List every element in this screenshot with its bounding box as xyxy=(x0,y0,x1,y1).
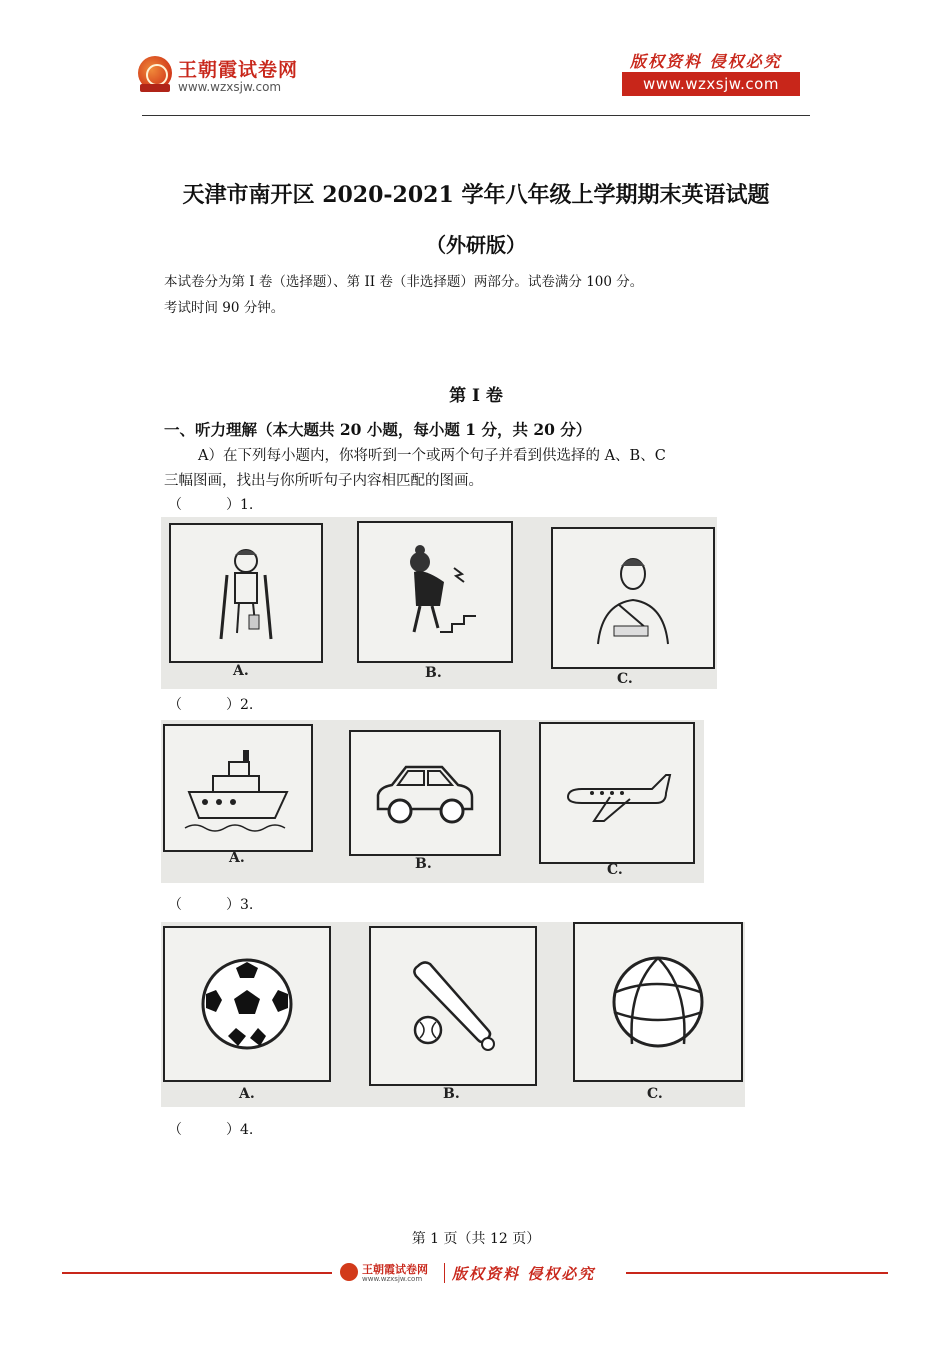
question-1-image xyxy=(161,517,717,689)
volleyball-icon xyxy=(603,952,713,1052)
q2-label-a: A. xyxy=(229,850,245,866)
q3-option-a-panel xyxy=(163,926,331,1082)
footer-brand-url: www.wzxsjw.com xyxy=(362,1275,423,1283)
header-divider xyxy=(142,115,810,116)
logo-ribbon xyxy=(140,84,170,92)
question-2: （ ）2. xyxy=(168,697,254,713)
q2-option-a-panel xyxy=(163,724,313,852)
q3-option-c-panel xyxy=(573,922,743,1082)
man-arm-sling-icon xyxy=(578,548,688,648)
footer-brand-name: 王朝霞试卷网 xyxy=(362,1263,428,1276)
footer-separator xyxy=(444,1263,445,1283)
footer-rights-notice: 版权资料 侵权必究 xyxy=(452,1265,596,1283)
baseball-bat-icon xyxy=(398,956,508,1056)
q3-option-b-panel xyxy=(369,926,537,1086)
question-4: （ ）4. xyxy=(168,1122,254,1138)
exam-subtitle: （外研版） xyxy=(426,233,526,257)
footer-rule-right xyxy=(626,1272,888,1274)
ship-icon xyxy=(183,738,293,838)
q3-label-c: C. xyxy=(647,1086,663,1102)
q2-option-b-panel xyxy=(349,730,501,856)
url-banner: www.wzxsjw.com xyxy=(622,72,800,96)
airplane-icon xyxy=(562,743,672,843)
question-1: （ ）1. xyxy=(168,497,254,513)
instruction-line-2: 三幅图画，找出与你所听句子内容相匹配的图画。 xyxy=(164,473,483,489)
boy-crutches-icon xyxy=(191,543,301,643)
intro-line-1: 本试卷分为第 I 卷（选择题）、第 II 卷（非选择题）两部分。试卷满分 100 分。 xyxy=(164,274,644,290)
footer-rule-left xyxy=(62,1272,332,1274)
q2-label-b: B. xyxy=(415,856,432,872)
instruction-line-1: A）在下列每小题内，你将听到一个或两个句子并看到供选择的 A、B、C xyxy=(198,448,666,464)
q2-option-c-panel xyxy=(539,722,695,864)
q1-option-a-panel xyxy=(169,523,323,663)
q1-label-c: C. xyxy=(617,671,633,687)
q1-label-a: A. xyxy=(233,663,249,679)
brand-url: www.wzxsjw.com xyxy=(178,80,282,94)
q3-label-a: A. xyxy=(239,1086,255,1102)
intro-line-2: 考试时间 90 分钟。 xyxy=(164,300,285,316)
section-heading: 一、听力理解（本大题共 20 小题，每小题 1 分，共 20 分） xyxy=(164,420,592,439)
exam-title: 天津市南开区 2020-2021 学年八年级上学期期末英语试题 xyxy=(182,182,770,208)
page-number: 第 1 页（共 12 页） xyxy=(411,1231,541,1247)
question-3: （ ）3. xyxy=(168,897,254,913)
car-icon xyxy=(370,743,480,843)
q3-label-b: B. xyxy=(443,1086,460,1102)
rights-notice: 版权资料 侵权必究 xyxy=(630,52,782,71)
footer-logo-icon xyxy=(340,1263,358,1281)
q1-option-b-panel xyxy=(357,521,513,663)
brand-name: 王朝霞试卷网 xyxy=(178,59,299,81)
woman-back-pain-icon xyxy=(380,542,490,642)
q2-label-c: C. xyxy=(607,862,623,878)
q1-option-c-panel xyxy=(551,527,715,669)
part-heading: 第 I 卷 xyxy=(449,386,503,406)
soccer-ball-icon xyxy=(192,954,302,1054)
q1-label-b: B. xyxy=(425,665,442,681)
question-3-image xyxy=(161,922,745,1107)
question-2-image xyxy=(161,720,704,883)
